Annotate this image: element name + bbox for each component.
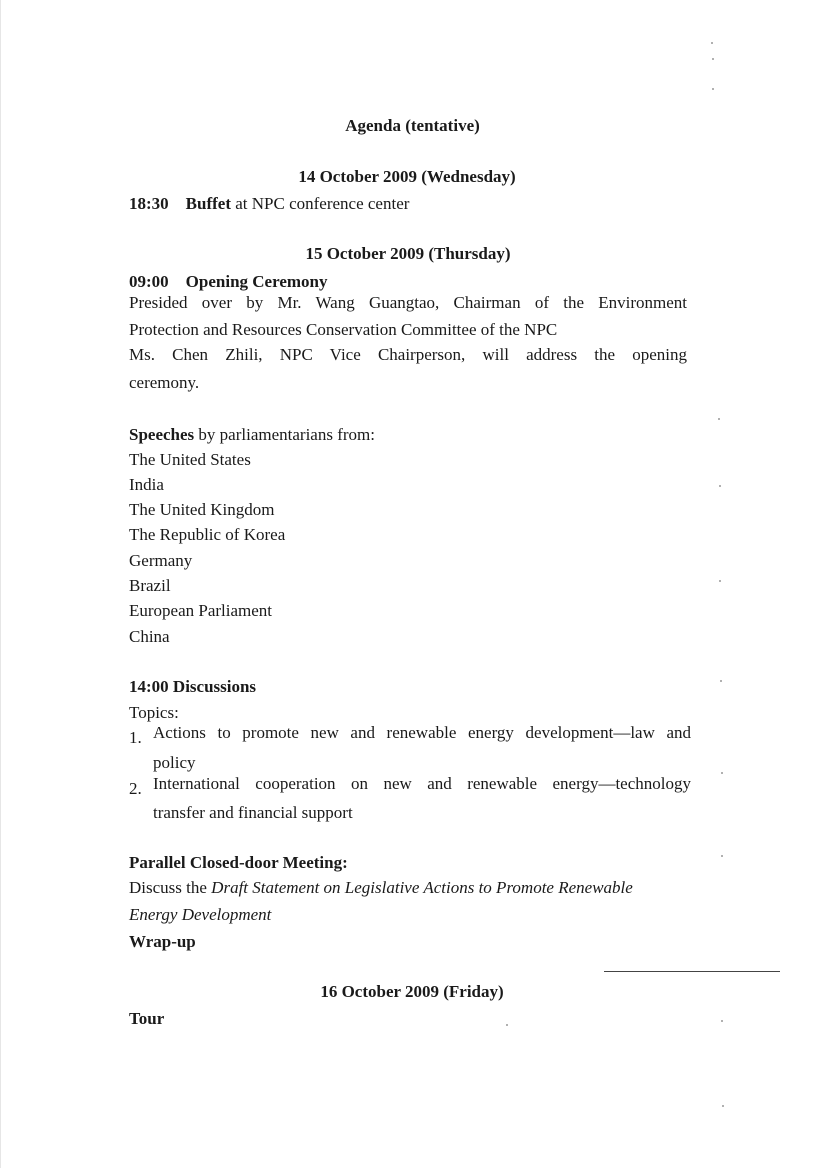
speeches-label: Speeches [129,425,195,444]
day1-buffet-line [129,194,409,214]
country-item: European Parliament [129,601,273,620]
topic1-line1: Actions to promote new and renewable energy development—law and [153,723,691,742]
scan-speck [718,418,720,420]
day1-heading: 14 October 2009 (Wednesday) [298,167,516,186]
scan-speck [720,680,722,682]
opening-line4: ceremony. [129,373,200,392]
topic2-number: 2. [129,779,142,798]
speeches-line [129,425,375,445]
scan-rule-line [604,971,780,972]
statement-title-part2: Energy Development [129,905,272,924]
topic1-number: 1. [129,728,142,747]
country-item: India [129,475,164,494]
opening-line2: Protection and Resources Conservation Committee of the NPC [129,320,558,339]
day1-event: Buffet [185,194,231,213]
parallel-discuss-line [129,878,633,898]
scan-speck [721,772,723,774]
country-item: Germany [129,551,193,570]
scan-speck [721,1020,723,1022]
agenda-title: Agenda (tentative) [345,116,480,135]
scan-speck [722,1105,724,1107]
scan-speck [712,88,714,90]
wrapup-label: Wrap-up [129,932,196,951]
topics-label: Topics: [129,703,179,722]
day1-event-rest: at NPC conference center [231,194,410,213]
country-item: The Republic of Korea [129,525,286,544]
parallel-discuss-prefix: Discuss the [129,878,212,897]
country-item: The United States [129,450,251,469]
scan-speck [719,580,721,582]
scan-speck [719,485,721,487]
opening-time: 09:00 [129,272,169,291]
scan-speck [721,855,723,857]
topic2-line1: International cooperation on new and renewable energy—technology [153,774,691,793]
parallel-heading: Parallel Closed-door Meeting: [129,853,348,872]
topic2-line2: transfer and financial support [153,803,353,822]
scan-speck [712,58,714,60]
opening-line1: Presided over by Mr. Wang Guangtao, Chairman of the Environment [129,293,687,312]
statement-title-line2 [129,905,271,925]
scan-speck [506,1024,508,1026]
country-item: The United Kingdom [129,500,275,519]
country-item: Brazil [129,576,171,595]
opening-heading [129,272,328,292]
discussions-heading: 14:00 Discussions [129,677,257,696]
day3-event: Tour [129,1009,165,1028]
opening-title: Opening Ceremony [185,272,328,291]
opening-line3: Ms. Chen Zhili, NPC Vice Chairperson, will address the opening [129,345,687,364]
scan-speck [711,42,713,44]
speeches-label-rest: by parliamentarians from: [194,425,375,444]
day3-heading: 16 October 2009 (Friday) [320,982,504,1001]
country-item: China [129,627,170,646]
statement-title-part1: Draft Statement on Legislative Actions to Promote Renewable [211,878,633,897]
day2-heading: 15 October 2009 (Thursday) [305,244,511,263]
topic1-line2: policy [153,753,196,772]
day1-time: 18:30 [129,194,169,213]
